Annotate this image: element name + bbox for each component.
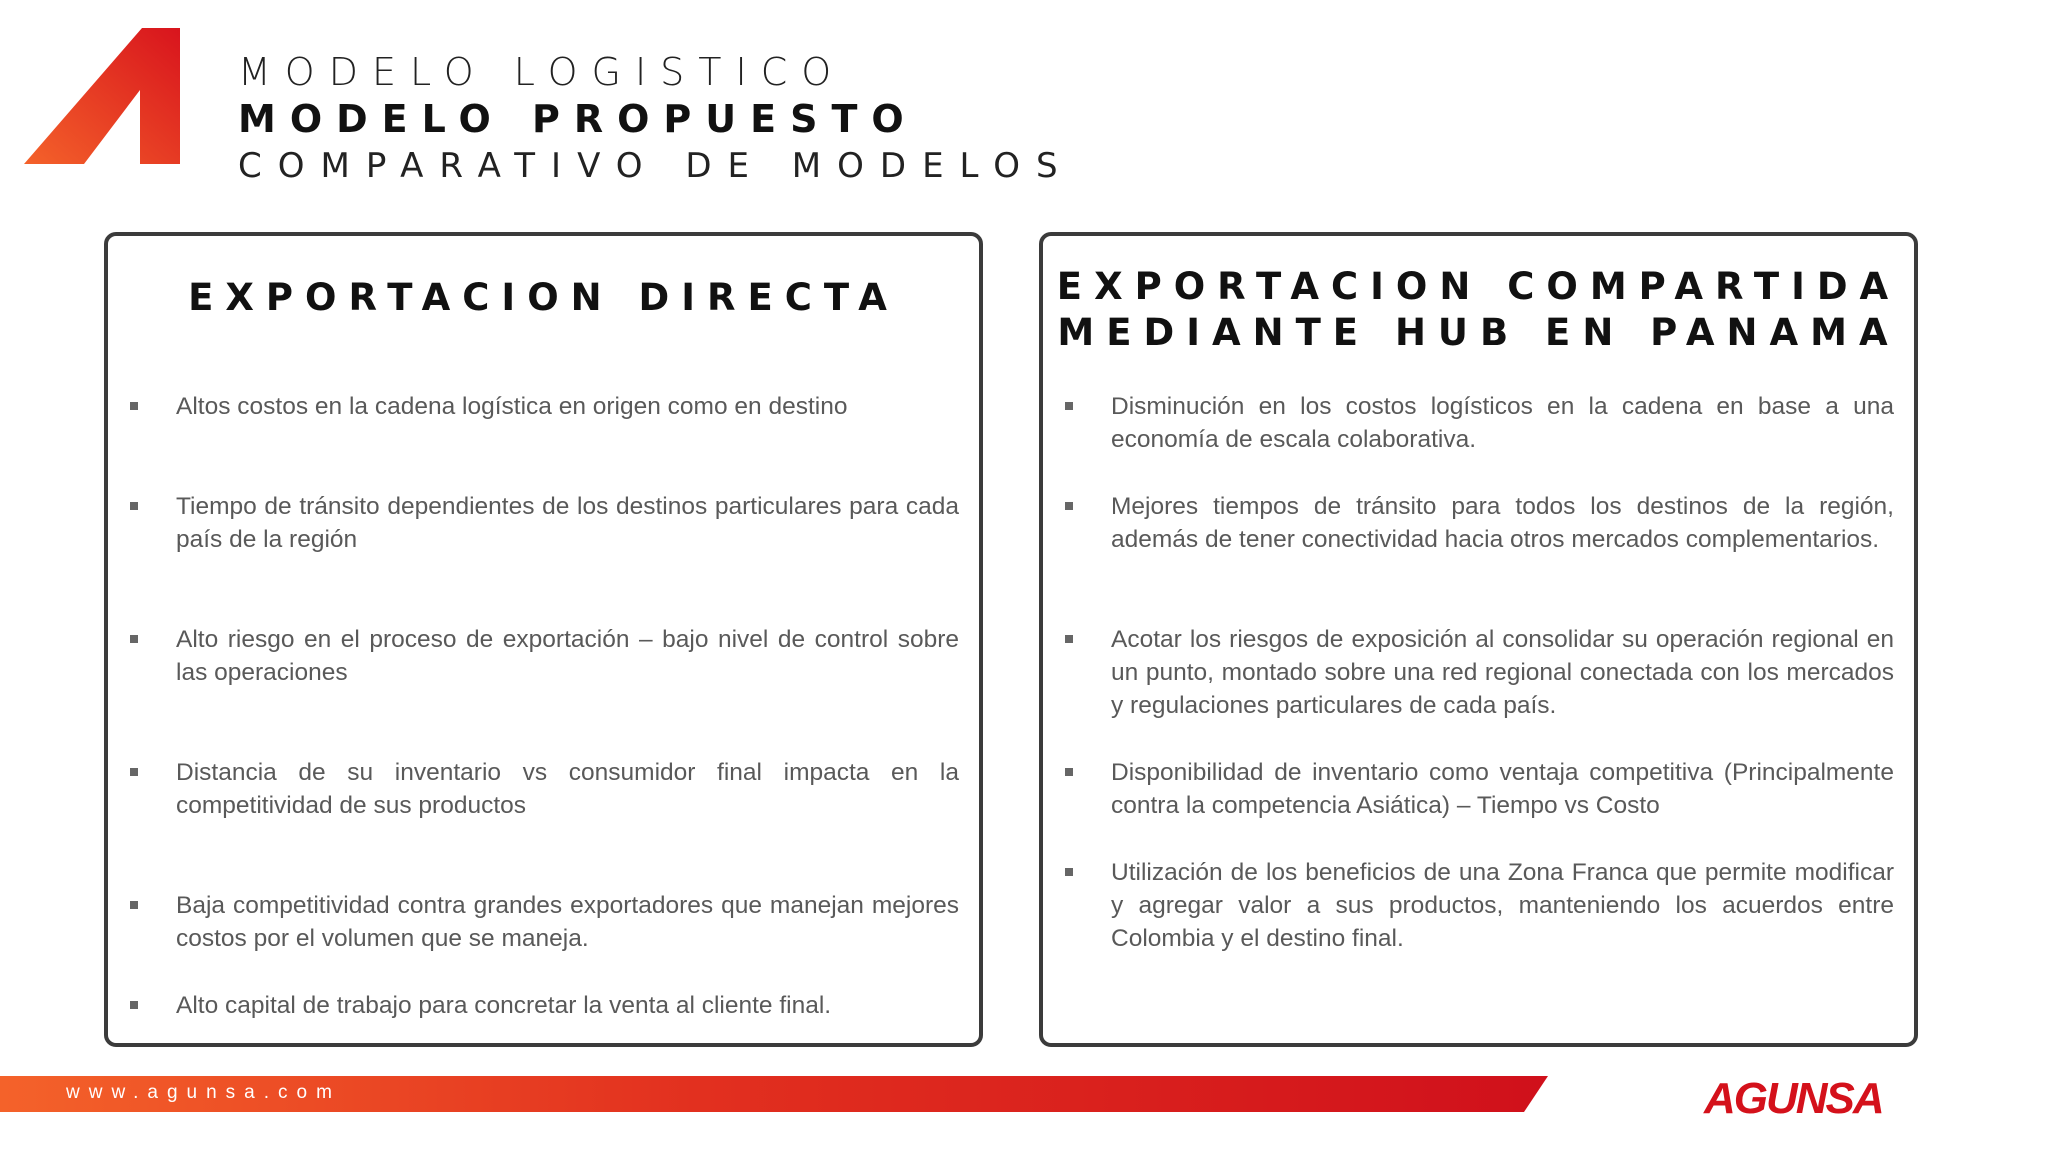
agunsa-brand-logo: AGUNSA [1704, 1074, 1883, 1123]
list-item: Utilización de los beneficios de una Zona Franca que permite modificar y agregar valor a sus productos, manteniendo los acuerdos entre Colombia y el destino final. [1111, 856, 1894, 955]
list-item: Baja competitividad contra grandes exportadores que manejan mejores costos por el volumen que se maneja. [176, 889, 959, 955]
list-item: Mejores tiempos de tránsito para todos los destinos de la región, además de tener conectividad hacia otros mercados complementarios. [1111, 490, 1894, 556]
panel-title-line1: EXPORTACION COMPARTIDA [1056, 265, 1901, 308]
list-item: Distancia de su inventario vs consumidor final impacta en la competitividad de sus productos [176, 756, 959, 822]
header-line2: MODELO PROPUESTO [238, 97, 918, 141]
panel-title [1043, 264, 1914, 356]
panel-title-line2: MEDIANTE HUB EN PANAMA [1057, 311, 1900, 354]
list-item: Alto capital de trabajo para concretar la venta al cliente final. [176, 989, 959, 1022]
list-item: Disponibilidad de inventario como ventaja competitiva (Principalmente contra la competencia Asiática) – Tiempo vs Costo [1111, 756, 1894, 822]
header-titles [238, 48, 1074, 190]
list-item: Tiempo de tránsito dependientes de los destinos particulares para cada país de la región [176, 490, 959, 556]
list-item: Disminución en los costos logísticos en la cadena en base a una economía de escala colaborativa. [1111, 390, 1894, 456]
list-item: Alto riesgo en el proceso de exportación – bajo nivel de control sobre las operaciones [176, 623, 959, 689]
list-item: Acotar los riesgos de exposición al consolidar su operación regional en un punto, montado sobre una red regional conectada con los mercados y regulaciones particulares de cada país. [1111, 623, 1894, 722]
website-link[interactable]: www.agunsa.com [66, 1082, 341, 1103]
panel-exportacion-compartida [1039, 232, 1918, 1047]
list-item: Altos costos en la cadena logística en origen como en destino [176, 390, 959, 423]
header-line3: COMPARATIVO DE MODELOS [238, 146, 1074, 186]
agunsa-logo-mark-icon [24, 28, 180, 166]
header-line1: MODELO LOGISTICO [238, 50, 846, 94]
panel-exportacion-directa [104, 232, 983, 1047]
panel-title: EXPORTACION DIRECTA [188, 276, 899, 319]
